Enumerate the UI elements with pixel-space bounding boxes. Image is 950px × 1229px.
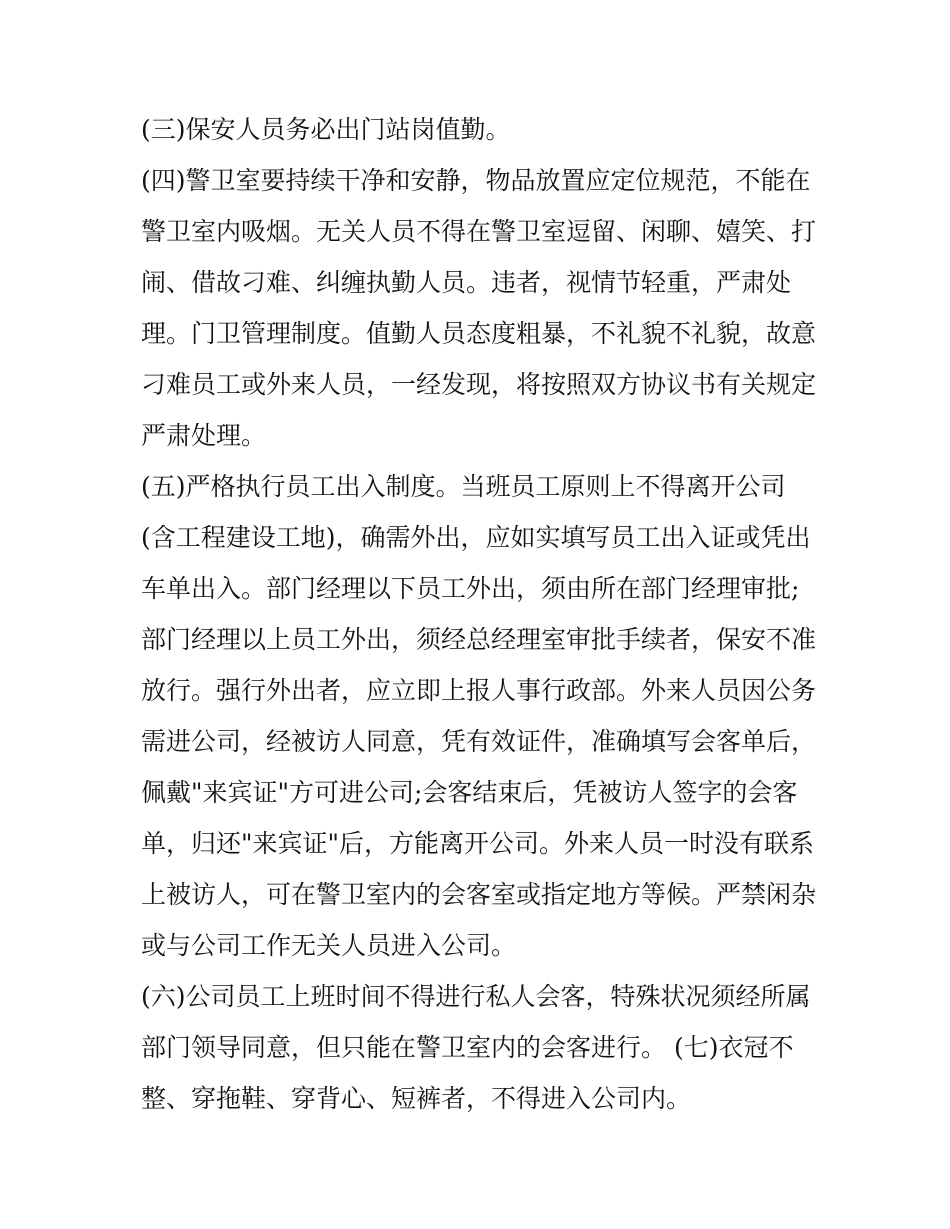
text-line: 闹、借故刁难、纠缠执勤人员。违者，视情节轻重，严肃处 xyxy=(141,268,792,297)
text-line: 部门领导同意，但只能在警卫室内的会客进行。 (七)衣冠不 xyxy=(141,1033,794,1062)
text-line: 整、穿拖鞋、穿背心、短裤者，不得进入公司内。 xyxy=(141,1084,692,1113)
text-line: 车单出入。部门经理以下员工外出，须由所在部门经理审批; xyxy=(141,574,800,603)
text-line: 理。门卫管理制度。值勤人员态度粗暴，不礼貌不礼貌，故意 xyxy=(141,319,817,348)
text-line: (含工程建设工地)，确需外出，应如实填写员工出入证或凭出 xyxy=(141,523,811,552)
text-line: 需进公司，经被访人同意，凭有效证件，准确填写会客单后， xyxy=(141,727,817,756)
text-line: 上被访人，可在警卫室内的会客室或指定地方等候。严禁闲杂 xyxy=(141,880,817,909)
text-line: 放行。强行外出者，应立即上报人事行政部。外来人员因公务 xyxy=(141,676,817,705)
text-line: 或与公司工作无关人员进入公司。 xyxy=(141,931,517,960)
text-line: 警卫室内吸烟。无关人员不得在警卫室逗留、闲聊、嬉笑、打 xyxy=(141,217,817,246)
text-line: (三)保安人员务必出门站岗值勤。 xyxy=(141,115,511,144)
text-line: (四)警卫室要持续干净和安静，物品放置应定位规范，不能在 xyxy=(141,166,811,195)
text-line: 刁难员工或外来人员，一经发现，将按照双方协议书有关规定 xyxy=(141,370,817,399)
text-line: 严肃处理。 xyxy=(141,421,267,450)
text-line: 单，归还"来宾证"后，方能离开公司。外来人员一时没有联系 xyxy=(141,829,815,858)
text-line: 佩戴"来宾证"方可进公司;会客结束后，凭被访人签字的会客 xyxy=(141,778,798,807)
text-line: 部门经理以上员工外出，须经总经理室审批手续者，保安不准 xyxy=(141,625,817,654)
text-line: (五)严格执行员工出入制度。当班员工原则上不得离开公司 xyxy=(141,472,786,501)
document-body xyxy=(141,104,821,1124)
text-line: (六)公司员工上班时间不得进行私人会客，特殊状况须经所属 xyxy=(141,982,811,1011)
